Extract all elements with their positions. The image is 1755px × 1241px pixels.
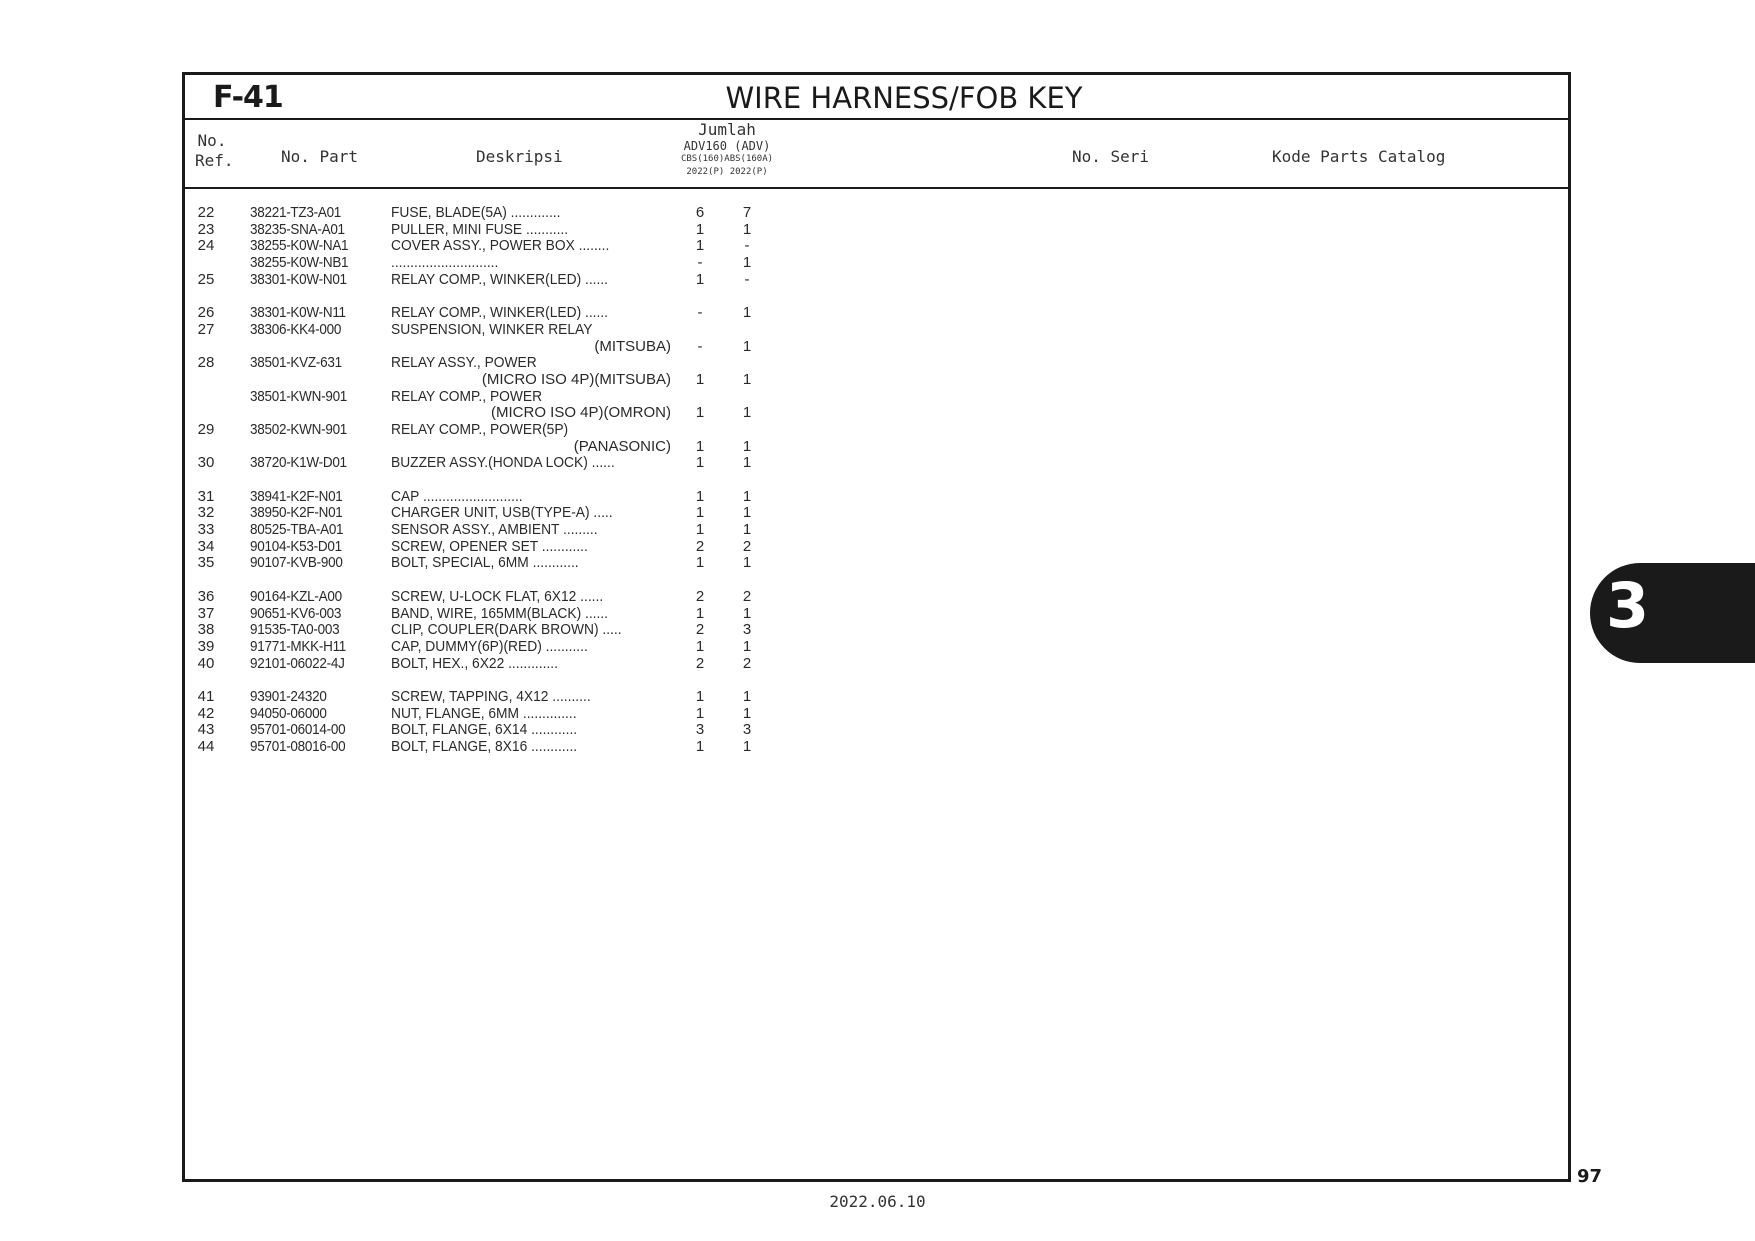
column-no-part: No. Part [281, 147, 359, 166]
description-cell: (MICRO ISO 4P)(OMRON) [491, 405, 671, 422]
table-row [185, 389, 1568, 406]
part-number-cell: 80525-TBA-A01 [250, 521, 344, 539]
qty-abs-cell: 1 [742, 687, 752, 705]
qty-cbs-cell: 1 [695, 437, 705, 455]
table-row [185, 606, 1568, 623]
part-number-cell: 92101-06022-4J [250, 654, 345, 672]
ref-cell: 44 [197, 738, 215, 755]
figure-code: F-41 [213, 80, 283, 115]
qty-abs-cell: 1 [742, 437, 752, 455]
table-row [185, 305, 1568, 322]
qty-cbs-cell: 1 [695, 637, 705, 655]
model-label: ADV160 (ADV) [683, 139, 771, 153]
qty-abs-cell: 1 [742, 337, 752, 355]
description-cell: RELAY COMP., WINKER(LED) ...... [391, 271, 609, 288]
part-number-cell: 38301-K0W-N11 [250, 304, 346, 322]
part-number-cell: 38720-K1W-D01 [250, 454, 347, 472]
qty-abs-cell: 1 [742, 637, 752, 655]
qty-cbs-cell: 1 [695, 370, 705, 388]
qty-abs-cell: 1 [742, 404, 752, 422]
description-cell: BOLT, HEX., 6X22 ............. [391, 655, 558, 672]
column-jumlah [665, 121, 789, 179]
ref-cell: 40 [197, 654, 215, 672]
qty-cbs-cell: 1 [695, 554, 705, 572]
ref-cell: 24 [197, 237, 215, 255]
description-cell: (PANASONIC) [573, 438, 671, 455]
part-number-cell: 38501-KVZ-631 [250, 354, 342, 372]
table-row [185, 322, 1568, 339]
qty-abs-cell: 1 [742, 521, 752, 539]
part-number-cell: 91771-MKK-H11 [250, 637, 347, 655]
ref-cell: 26 [197, 304, 215, 322]
table-row [185, 555, 1568, 572]
qty-abs-cell: 2 [742, 587, 752, 605]
table-row [185, 238, 1568, 255]
description-cell: FUSE, BLADE(5A) ............. [391, 205, 561, 221]
qty-cbs-cell: 1 [695, 220, 705, 238]
column-no-ref-line2: Ref. [195, 151, 234, 170]
qty-abs-cell: 2 [742, 537, 752, 555]
part-number-cell: 38950-K2F-N01 [250, 504, 343, 522]
qty-abs-cell: 1 [742, 604, 752, 622]
part-number-cell: 95701-08016-00 [250, 738, 346, 755]
ref-cell: 43 [197, 721, 215, 739]
part-number-cell: 95701-06014-00 [250, 721, 346, 739]
qty-cbs-cell: 6 [695, 204, 705, 221]
qty-cbs-cell: 1 [695, 738, 705, 755]
ref-cell: 31 [197, 487, 215, 505]
qty-cbs-cell: 2 [695, 621, 705, 639]
description-cell: BAND, WIRE, 165MM(BLACK) ...... [391, 605, 609, 622]
table-row [185, 489, 1568, 506]
description-cell: RELAY COMP., WINKER(LED) ...... [391, 305, 609, 322]
part-number-cell: 38501-KWN-901 [250, 387, 348, 405]
ref-cell: 29 [197, 420, 215, 438]
description-cell: PULLER, MINI FUSE ........... [391, 221, 569, 238]
print-date: 2022.06.10 [829, 1192, 926, 1211]
table-row [185, 372, 1568, 389]
description-cell: ............................ [391, 255, 499, 272]
qty-cbs-cell: 1 [695, 521, 705, 539]
table-row [185, 706, 1568, 723]
description-cell: RELAY ASSY., POWER [391, 355, 537, 372]
description-cell: CHARGER UNIT, USB(TYPE-A) ..... [391, 505, 613, 522]
column-deskripsi: Deskripsi [476, 147, 563, 166]
qty-cbs-cell: 3 [695, 721, 705, 739]
part-number-cell: 90107-KVB-900 [250, 554, 343, 572]
column-no-seri: No. Seri [1072, 147, 1150, 166]
description-cell: (MITSUBA) [594, 338, 671, 355]
description-cell: BOLT, FLANGE, 6X14 ............ [391, 722, 578, 739]
qty-abs-cell: - [744, 270, 750, 288]
ref-cell: 37 [197, 604, 215, 622]
table-row [185, 455, 1568, 472]
part-number-cell: 94050-06000 [250, 704, 327, 722]
table-row [185, 339, 1568, 356]
description-cell: CAP, DUMMY(6P)(RED) ........... [391, 638, 588, 655]
description-cell: SCREW, OPENER SET ............ [391, 538, 588, 555]
qty-cbs-cell: 1 [695, 504, 705, 522]
table-row [185, 255, 1568, 272]
qty-cbs-cell: 2 [695, 654, 705, 672]
page-title: WIRE HARNESS/FOB KEY [725, 81, 1083, 115]
description-cell: BUZZER ASSY.(HONDA LOCK) ...... [391, 455, 615, 472]
ref-cell: 39 [197, 637, 215, 655]
ref-cell: 28 [197, 354, 215, 372]
qty-cbs-cell: 1 [695, 237, 705, 255]
part-number-cell: 38301-K0W-N01 [250, 270, 347, 288]
ref-cell: 38 [197, 621, 215, 639]
table-row [185, 439, 1568, 456]
description-cell: (MICRO ISO 4P)(MITSUBA) [481, 371, 671, 388]
description-cell: RELAY COMP., POWER [391, 388, 543, 405]
qty-abs-cell: 1 [742, 254, 752, 272]
ref-cell: 25 [197, 270, 215, 288]
table-row [185, 405, 1568, 422]
qty-abs-cell: 1 [742, 220, 752, 238]
description-cell: SCREW, TAPPING, 4X12 .......... [391, 688, 591, 705]
qty-abs-cell: 1 [742, 554, 752, 572]
ref-cell: 35 [197, 554, 215, 572]
table-row [185, 656, 1568, 673]
description-cell: CAP .......................... [391, 488, 523, 505]
qty-abs-cell: 1 [742, 704, 752, 722]
table-row [185, 689, 1568, 706]
ref-cell: 34 [197, 537, 215, 555]
part-number-cell: 93901-24320 [250, 687, 327, 705]
qty-cbs-cell: 1 [695, 404, 705, 422]
description-cell: SENSOR ASSY., AMBIENT ......... [391, 522, 598, 539]
qty-cbs-cell: 2 [695, 587, 705, 605]
qty-cbs-cell: - [697, 304, 703, 322]
part-number-cell: 90651-KV6-003 [250, 604, 342, 622]
part-number-cell: 38502-KWN-901 [250, 420, 348, 438]
table-row [185, 739, 1568, 756]
ref-cell: 23 [197, 220, 215, 238]
description-cell: SCREW, U-LOCK FLAT, 6X12 ...... [391, 588, 604, 605]
column-header [185, 118, 1568, 189]
title-bar [185, 75, 1568, 120]
qty-cbs-cell: 1 [695, 454, 705, 472]
qty-cbs-cell: 1 [695, 487, 705, 505]
qty-abs-cell: 1 [742, 487, 752, 505]
chapter-number: 3 [1606, 569, 1650, 642]
variants-label: CBS(160)ABS(160A) [680, 154, 774, 164]
qty-cbs-cell: - [697, 254, 703, 272]
qty-abs-cell: 1 [742, 454, 752, 472]
qty-abs-cell: 3 [742, 621, 752, 639]
part-number-cell: 91535-TA0-003 [250, 621, 340, 639]
jumlah-label: Jumlah [698, 120, 756, 139]
part-number-cell: 38941-K2F-N01 [250, 487, 343, 505]
description-cell: NUT, FLANGE, 6MM .............. [391, 705, 577, 722]
column-no-ref [195, 131, 234, 171]
qty-cbs-cell: 1 [695, 270, 705, 288]
parts-list [185, 205, 1568, 756]
ref-cell: 42 [197, 704, 215, 722]
table-row [185, 722, 1568, 739]
ref-cell: 30 [197, 454, 215, 472]
catalog-frame [182, 72, 1571, 1182]
qty-abs-cell: 1 [742, 304, 752, 322]
qty-abs-cell: - [744, 237, 750, 255]
part-number-cell: 38255-K0W-NB1 [250, 254, 349, 272]
ref-cell: 33 [197, 521, 215, 539]
description-cell: CLIP, COUPLER(DARK BROWN) ..... [391, 622, 622, 639]
description-cell: BOLT, SPECIAL, 6MM ............ [391, 555, 579, 572]
table-row [185, 622, 1568, 639]
column-kode-parts-catalog: Kode Parts Catalog [1272, 147, 1446, 166]
description-cell: SUSPENSION, WINKER RELAY [391, 321, 593, 338]
page-number: 97 [1577, 1166, 1603, 1187]
qty-abs-cell: 3 [742, 721, 752, 739]
years-label: 2022(P) 2022(P) [686, 167, 768, 177]
qty-abs-cell: 7 [742, 204, 752, 221]
table-row [185, 505, 1568, 522]
table-row [185, 539, 1568, 556]
table-row [185, 355, 1568, 372]
chapter-tab [1590, 563, 1755, 663]
qty-cbs-cell: 1 [695, 687, 705, 705]
part-number-cell: 38255-K0W-NA1 [250, 237, 349, 255]
qty-cbs-cell: - [697, 337, 703, 355]
table-row [185, 422, 1568, 439]
part-number-cell: 38235-SNA-A01 [250, 220, 345, 238]
qty-abs-cell: 1 [742, 370, 752, 388]
column-no-ref-line1: No. [197, 131, 227, 150]
qty-abs-cell: 1 [742, 504, 752, 522]
part-number-cell: 38221-TZ3-A01 [250, 204, 342, 221]
qty-abs-cell: 1 [742, 738, 752, 755]
ref-cell: 36 [197, 587, 215, 605]
part-number-cell: 90104-K53-D01 [250, 537, 342, 555]
description-cell: RELAY COMP., POWER(5P) [391, 421, 569, 438]
qty-cbs-cell: 2 [695, 537, 705, 555]
ref-cell: 22 [197, 204, 215, 221]
table-row [185, 272, 1568, 289]
table-row [185, 522, 1568, 539]
ref-cell: 41 [197, 687, 215, 705]
qty-cbs-cell: 1 [695, 604, 705, 622]
part-number-cell: 38306-KK4-000 [250, 320, 342, 338]
ref-cell: 32 [197, 504, 215, 522]
table-row [185, 589, 1568, 606]
description-cell: BOLT, FLANGE, 8X16 ............ [391, 739, 578, 755]
ref-cell: 27 [197, 320, 215, 338]
qty-cbs-cell: 1 [695, 704, 705, 722]
table-row [185, 639, 1568, 656]
description-cell: COVER ASSY., POWER BOX ........ [391, 238, 610, 255]
qty-abs-cell: 2 [742, 654, 752, 672]
table-row [185, 222, 1568, 239]
table-row [185, 205, 1568, 222]
part-number-cell: 90164-KZL-A00 [250, 587, 342, 605]
